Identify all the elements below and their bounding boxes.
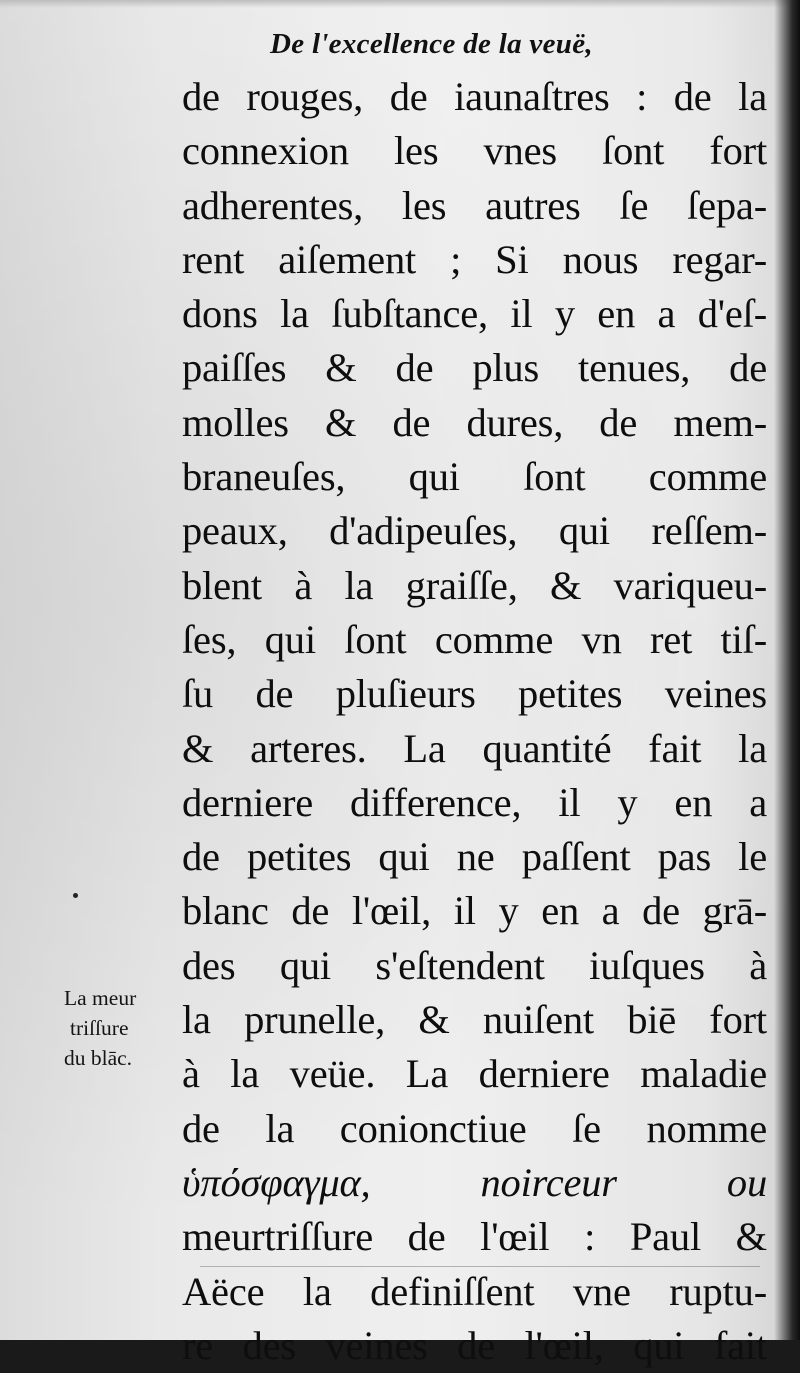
text-line: ſu de pluſieurs petites veines (182, 671, 767, 717)
margin-note-line: triſſure (70, 1016, 129, 1040)
text-line: la prunelle, & nuiſent biē fort (182, 997, 767, 1043)
margin-note (64, 983, 189, 1073)
text-line: derniere difference, il y en a (182, 779, 767, 825)
text-line: re des veines de l'œil, qui fait (182, 1322, 767, 1368)
text-line: blent à la graiſſe, & variqueu- (182, 562, 767, 608)
text-line: de rouges, de iaunaſtres : de la (182, 74, 767, 119)
text-line: & arteres. La quantité fait la (182, 725, 767, 771)
text-line: ſes, qui ſont comme vn ret tiſ- (182, 616, 767, 662)
text-line: molles & de dures, de mem- (182, 399, 767, 445)
text-line: paiſſes & de plus tenues, de (182, 345, 767, 391)
text-line: adherentes, les autres ſe ſepa- (182, 182, 767, 228)
margin-note-line: du blāc. (64, 1046, 133, 1070)
text-line-greek: ὑπόσφαγμα, noirceur ou (182, 1159, 767, 1205)
running-head: De l'excellence de la veuë, (270, 28, 593, 60)
scan-edge-top (0, 0, 800, 8)
text-line: connexion les vnes ſont fort (182, 128, 767, 174)
text-line: rent aiſement ; Si nous regar- (182, 236, 767, 282)
text-line: blanc de l'œil, il y en a de grā- (182, 888, 767, 934)
body-text (182, 70, 767, 1373)
text-line: de la conionctiue ſe nomme (182, 1105, 767, 1151)
text-line: Aëce la definiſſent vne ruptu- (182, 1268, 767, 1314)
scan-edge-right (774, 0, 800, 1340)
bottom-rule (200, 1266, 760, 1267)
margin-dot (73, 893, 78, 898)
text-line: braneuſes, qui ſont comme (182, 454, 767, 500)
text-line: dons la ſubſtance, il y en a d'eſ- (182, 291, 767, 337)
text-line: des qui s'eſtendent iuſques à (182, 942, 767, 988)
margin-note-line: La meur (64, 986, 137, 1010)
text-line: meurtriſſure de l'œil : Paul & (182, 1214, 767, 1260)
text-line: peaux, d'adipeuſes, qui reſſem- (182, 508, 767, 554)
text-line: à la veüe. La derniere maladie (182, 1051, 767, 1097)
text-line: de petites qui ne paſſent pas le (182, 834, 767, 880)
